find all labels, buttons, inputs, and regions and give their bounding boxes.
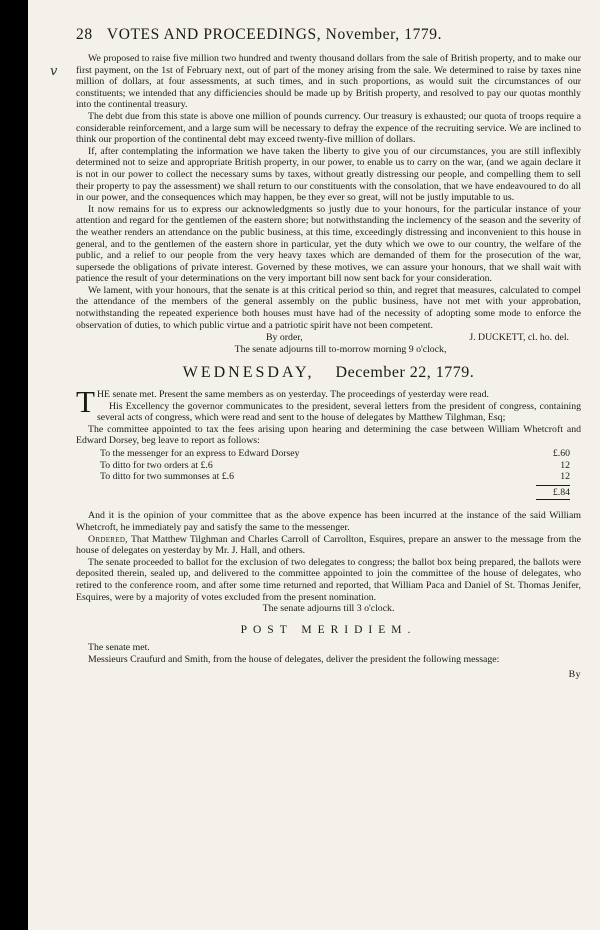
- adjournment-note-afternoon: The senate adjourns till 3 o'clock.: [262, 603, 395, 615]
- body-text: [76, 53, 581, 680]
- paragraph-committee-opinion: And it is the opinion of your committee that as the above expence has been incurred at the instance of the said William Whetcroft, he immediately pay and satisfy the same to the messenger.: [76, 510, 581, 533]
- ordered-word: Ordered,: [88, 533, 128, 545]
- fee-item: To ditto for two summonses at £.6: [100, 471, 235, 483]
- signature-line: [76, 332, 581, 344]
- fee-amount: £.60: [552, 448, 570, 459]
- paragraph-message-delivery: Messieurs Craufurd and Smith, from the house of delegates, deliver the president the following message:: [88, 653, 500, 665]
- catchword: By: [568, 668, 581, 680]
- fee-item: To the messenger for an express to Edward Dorsey: [100, 448, 300, 459]
- ordered-text: That Matthew Tilghman and Charles Carroll of Carrollton, Esquires, prepare an answer to the message from the house of delegates on yesterday by Mr. J. Hall, and others.: [76, 533, 581, 557]
- fee-row: [100, 448, 570, 460]
- document-page: [28, 0, 600, 930]
- post-meridiem-heading: POST MERIDIEM.: [240, 623, 417, 636]
- paragraph-afternoon-met: The senate met.: [88, 642, 150, 654]
- adjournment-note: The senate adjourns till to-morrow morning 9 o'clock,: [234, 343, 447, 355]
- day-heading: [76, 364, 581, 382]
- paragraph-governor-letters: His Excellency the governor communicates to the president, several letters from the president of congress, containing several acts of congress, which were read and sent to the house of delegates by Matthew Tilghman, Esq;: [96, 400, 581, 424]
- running-title: VOTES AND PROCEEDINGS, November, 1779.: [106, 26, 443, 43]
- fees-total: £.84: [536, 485, 570, 501]
- fee-row: [100, 460, 570, 472]
- day-name: WEDNESDAY,: [182, 364, 315, 382]
- page-number: 28: [76, 26, 93, 43]
- margin-mark: v: [50, 64, 58, 79]
- day-date: December 22, 1779.: [335, 364, 475, 382]
- fee-amount: 12: [560, 471, 570, 483]
- fee-row: [100, 471, 570, 483]
- fee-amount: 12: [560, 459, 570, 471]
- paragraph-state-debt: The debt due from this state is above one million of pounds currency. Our treasury is exhausted; our quota of troops require a considerable reinforcement, and a large sum will be necessary to defray the expence of the recruiting service. We are inclined to think our proportion of the continental debt may exceed twenty-five million of dollars.: [76, 110, 581, 146]
- paragraph-lament: We lament, with your honours, that the senate is at this critical period so thin, and regret that measures, calculated to compel the attendance of the members of the general assembly on the public business, have not met with your approbation, notwithstanding the repeated experience both houses must have had of the necessity of adopting some mode to enforce the observation of duties, to which public virtue and a patriotic spirit have not been competent.: [76, 284, 581, 331]
- senate-met-text: HE senate met. Present the same members as on yesterday. The proceedings of yesterday were read.: [96, 389, 489, 401]
- signatory-name: J. DUCKETT, cl. ho. del.: [469, 332, 569, 344]
- paragraph-ballot: The senate proceeded to ballot for the exclusion of two delegates to congress; the ballot box being prepared, the ballots were deposited therein, sealed up, and delivered to the committee appointed to join the committee of the house of delegates, who retired to the conference room, and after some time returned and reported, that William Paca and Daniel of St. Thomas Jenifer, Esquires, were by a majority of votes excluded from the present nomination.: [76, 556, 581, 603]
- paragraph-sale-of-property: We proposed to raise five million two hundred and twenty thousand dollars from the sale of British property, and to make our first payment, on the 1st of February next, out of part of the money arising from the sale. We determined to raise by taxes nine million of dollars, at four assessments, at such times, and in such proportions, as would suit the circumstances of our constituents; we intended that any difficiencies should be made up by British property, and resolved to pay our quotas monthly into the continental treasury.: [76, 53, 581, 111]
- paragraph-committee-fees: The committee appointed to tax the fees arising upon hearing and determining the case between William Whetcroft and Edward Dorsey, beg leave to report as follows:: [76, 423, 581, 447]
- fees-total-row: [100, 485, 570, 501]
- fee-item: To ditto for two orders at £.6: [100, 459, 213, 471]
- running-header: [76, 26, 581, 44]
- page-content: [76, 26, 581, 680]
- paragraph-acknowledgments: It now remains for us to express our acknowledgments so justly due to your honours, for the particular instance of your attention and regard for the gentlemen of the eastern shore; but notwithstanding the inclemency of the season and the severity of the weather renders an attendance on the public business, at this time, exceedingly distressing and inconvenient to this house in general, and to the gentlemen of the eastern shore in particular, yet the duty which we owe to our country, the welfare of the public, and a relief to our people from the very heavy taxes which are demanded of them for the prosecution of the war, supersede the obligations of private interest. Governed by these motives, we can assure your honours, that we shall wait with patience the result of your determinations on the very important bill now sent back for your consideration.: [76, 203, 581, 285]
- by-order: By order,: [266, 332, 303, 344]
- fees-table: [100, 448, 570, 500]
- drop-cap: T: [76, 384, 95, 420]
- paragraph-contemplating: If, after contemplating the information we have taken the liberty to give you of our circumstances, you are still inflexibly determined not to seize and appropriate British property, in our power, to enable us to carry on the war, (and we again declare it is not in our power to collect the necessary sums by taxes, without greatly distressing our people, and compelling them to sell their property to pay the assessment) we shall return to our constituents with the consolation, that we have endeavoured to do all in our power, and the consequences which may happen, be they ever so great, will not be justly imputable to us.: [76, 145, 581, 204]
- paragraph-ordered: [76, 534, 581, 557]
